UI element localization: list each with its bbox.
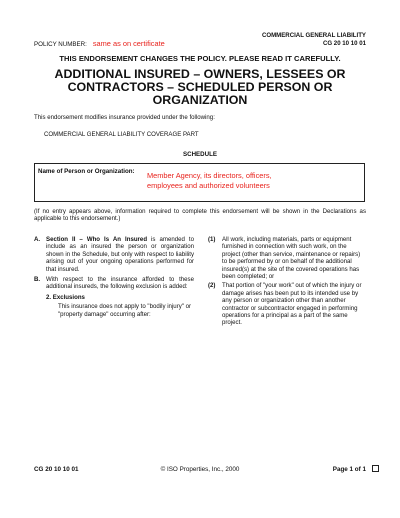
schedule-heading: SCHEDULE xyxy=(182,151,218,158)
exclusion-item-2 xyxy=(208,282,366,326)
section-b-text: With respect to the insurance afforded to these additional insureds, the following exclusion is added: xyxy=(46,276,194,291)
footer-page-number: Page 1 of 1 xyxy=(332,466,366,473)
coverage-part: COMMERCIAL GENERAL LIABILITY COVERAGE PART xyxy=(44,131,199,138)
footer-form-number: CG 20 10 10 01 xyxy=(34,466,79,473)
exclusions xyxy=(34,294,194,318)
name-value-line-1: Member Agency, its directors, officers, xyxy=(147,171,272,180)
exclusion-item-2-marker: (2) xyxy=(208,282,216,290)
endorsement-notice: THIS ENDORSEMENT CHANGES THE POLICY. PLEASE READ IT CAREFULLY. xyxy=(59,54,341,63)
name-of-organization-value xyxy=(147,171,357,191)
exclusions-text: This insurance does not apply to "bodily injury" or "property damage" occurring after: xyxy=(58,303,192,318)
exclusions-heading: 2. Exclusions xyxy=(46,293,85,301)
exclusion-item-2-text: That portion of "your work" out of which the injury or damage arises has been put to its intended use by any person or organization other than another contractor or subcontractor engaged in performing operations for a principal as a part of the same project. xyxy=(222,282,362,327)
section-a xyxy=(34,236,194,273)
line-of-business: COMMERCIAL GENERAL LIABILITY xyxy=(261,32,366,39)
policy-number-value: same as on certificate xyxy=(92,39,165,48)
name-value-line-2: employees and authorized volunteers xyxy=(147,181,270,190)
section-a-text: is amended to include as an insured the person or organization shown in the Schedule, but only with respect to liability arising out of your ongoing operations performed for that insured. xyxy=(46,236,194,273)
form-header xyxy=(262,32,366,47)
exclusion-item-1-text: All work, including materials, parts or equipment furnished in connection with such work, on the project (other than service, maintenance or repairs) to be performed by or on behalf of the additional insured(s) at the site of the covered operations has been completed; or xyxy=(222,236,361,281)
section-a-marker: A. xyxy=(34,236,41,243)
section-a-heading: Section II – Who Is An Insured xyxy=(46,236,148,243)
right-column xyxy=(208,236,366,329)
schedule-box xyxy=(34,163,365,202)
section-b-marker: B. xyxy=(34,276,41,284)
section-b xyxy=(34,276,194,291)
policy-number xyxy=(34,33,165,51)
name-of-organization-label: Name of Person or Organization: xyxy=(38,168,135,175)
policy-number-label: POLICY NUMBER: xyxy=(34,41,87,48)
checkbox-square-icon xyxy=(372,465,379,472)
form-number-header: CG 20 10 10 01 xyxy=(322,39,366,47)
left-column xyxy=(34,236,194,318)
footer-copyright: © ISO Properties, Inc., 2000 xyxy=(160,466,240,473)
endorsement-title: ADDITIONAL INSURED – OWNERS, LESSEES OR CONTRACTORS – SCHEDULED PERSON OR ORGANIZATION xyxy=(54,67,346,108)
modifies-statement: This endorsement modifies insurance provided under the following: xyxy=(34,114,215,121)
entry-note: (If no entry appears above, information required to complete this endorsement will be shown in the Declarations as applicable to this endorsement.) xyxy=(34,208,366,223)
exclusion-item-1 xyxy=(208,236,366,280)
exclusion-item-1-marker: (1) xyxy=(208,236,216,243)
